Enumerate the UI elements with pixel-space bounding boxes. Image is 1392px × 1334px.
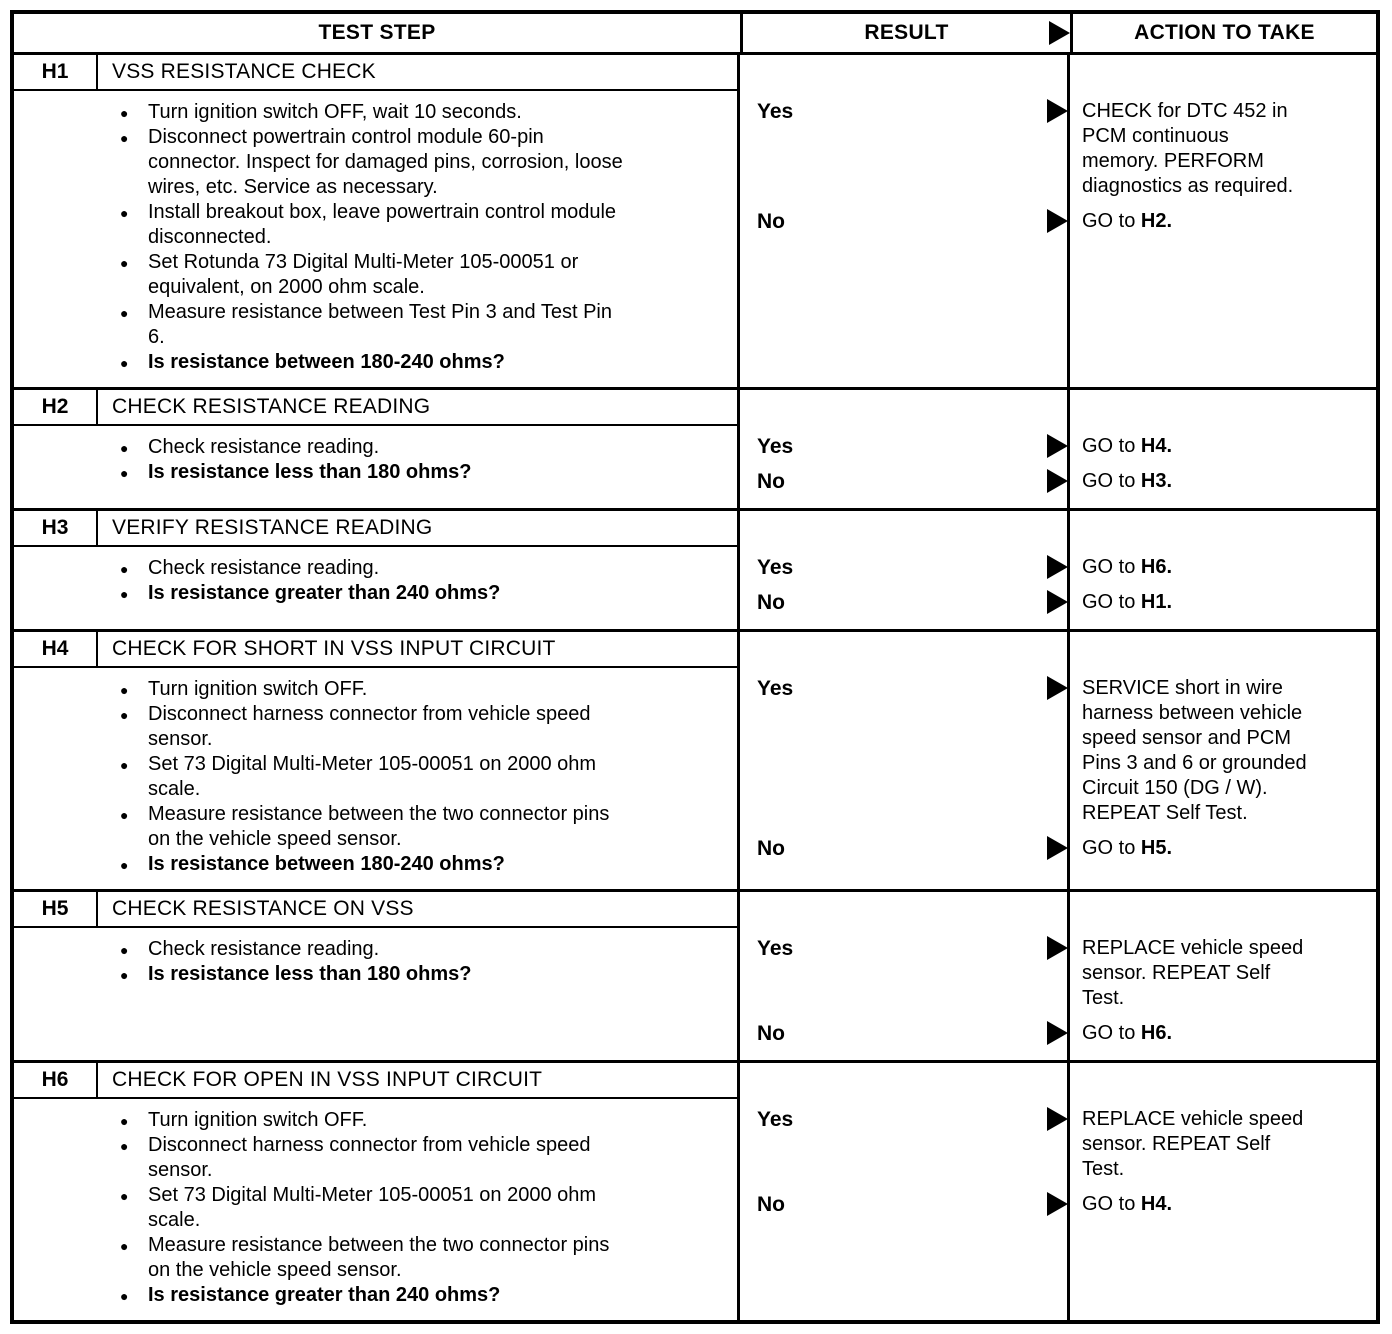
instruction-item xyxy=(118,962,623,987)
response-row xyxy=(740,590,1376,615)
action-step-reference: H2. xyxy=(1140,210,1173,232)
instruction-item xyxy=(118,100,623,125)
arrow-right-icon xyxy=(1047,936,1068,960)
response-row xyxy=(740,99,1376,199)
step-title: VERIFY RESISTANCE READING xyxy=(112,516,433,539)
step-instructions xyxy=(14,547,737,618)
action-step-reference: H6. xyxy=(1140,1022,1173,1044)
result-action-cell xyxy=(740,390,1376,508)
responses xyxy=(740,99,1376,234)
result-cell xyxy=(740,434,1067,459)
arrow-right-icon xyxy=(1047,1021,1068,1045)
arrow-right-icon xyxy=(1047,676,1068,700)
result-action-cell xyxy=(740,511,1376,629)
test-step-cell xyxy=(14,632,740,889)
result-label: Yes xyxy=(757,677,794,700)
arrow-right-icon xyxy=(1047,469,1068,493)
result-label: Yes xyxy=(757,100,794,123)
instruction-item xyxy=(118,677,623,702)
action-text xyxy=(1067,99,1308,199)
instruction-text: Is resistance greater than 240 ohms? xyxy=(148,582,501,604)
instruction-text: Disconnect harness connector from vehicle speed sensor. xyxy=(148,1134,591,1181)
result-cell xyxy=(740,99,1067,124)
action-text-normal: GO to xyxy=(1082,591,1141,613)
pinpoint-test-table xyxy=(10,10,1380,1324)
response-row xyxy=(740,555,1376,580)
step-title: CHECK RESISTANCE READING xyxy=(112,395,431,418)
result-label: Yes xyxy=(757,435,794,458)
instruction-text: Turn ignition switch OFF, wait 10 seconds. xyxy=(148,101,522,123)
action-text-normal: GO to xyxy=(1082,837,1141,859)
action-text-normal: GO to xyxy=(1082,435,1141,457)
arrow-right-icon xyxy=(1047,434,1068,458)
action-text-normal: GO to xyxy=(1082,556,1141,578)
result-action-cell xyxy=(740,1063,1376,1320)
instruction-item xyxy=(118,702,623,752)
arrow-right-icon xyxy=(1047,1107,1068,1131)
instruction-text: Check resistance reading. xyxy=(148,938,380,960)
responses xyxy=(740,434,1376,494)
response-row xyxy=(740,1107,1376,1182)
action-step-reference: H1. xyxy=(1140,591,1173,613)
instruction-text: Is resistance less than 180 ohms? xyxy=(148,461,472,483)
result-label: No xyxy=(757,591,785,614)
action-text-normal: GO to xyxy=(1082,470,1141,492)
instruction-text: Is resistance between 180-240 ohms? xyxy=(148,853,505,875)
instruction-item xyxy=(118,250,623,300)
responses xyxy=(740,1107,1376,1217)
instruction-item xyxy=(118,1183,623,1233)
result-cell xyxy=(740,1107,1067,1132)
step-title-row xyxy=(14,892,737,928)
action-text xyxy=(1067,1192,1308,1217)
instruction-text: Install breakout box, leave powertrain control module disconnected. xyxy=(148,201,617,248)
result-label: No xyxy=(757,470,785,493)
responses xyxy=(740,676,1376,861)
arrow-right-icon xyxy=(1047,209,1068,233)
action-text xyxy=(1067,434,1308,459)
action-step-reference: H4. xyxy=(1140,1193,1173,1215)
instruction-text: Check resistance reading. xyxy=(148,557,380,579)
step-title-row xyxy=(14,632,737,668)
response-row xyxy=(740,676,1376,826)
action-text xyxy=(1067,676,1308,826)
arrow-right-icon xyxy=(1047,1192,1068,1216)
instruction-item xyxy=(118,802,623,852)
result-cell xyxy=(740,1192,1067,1217)
test-step-cell xyxy=(14,390,740,508)
response-row xyxy=(740,469,1376,494)
instruction-item xyxy=(118,460,623,485)
test-step-block xyxy=(14,390,1376,511)
step-id: H5 xyxy=(14,892,98,926)
instruction-item xyxy=(118,1283,623,1308)
action-text-normal: SERVICE short in wire harness between vehicle speed sensor and PCM Pins 3 and 6 or grounded Circuit 150 (DG / W). REPEAT Self Test. xyxy=(1082,677,1307,824)
action-text-normal: CHECK for DTC 452 in PCM continuous memory. PERFORM diagnostics as required. xyxy=(1082,100,1294,197)
instruction-text: Set 73 Digital Multi-Meter 105-00051 on 2000 ohm scale. xyxy=(148,753,597,800)
result-cell xyxy=(740,1021,1067,1046)
test-step-block xyxy=(14,892,1376,1063)
action-text-normal: GO to xyxy=(1082,210,1141,232)
instruction-text: Set Rotunda 73 Digital Multi-Meter 105-00051 or equivalent, on 2000 ohm scale. xyxy=(148,251,579,298)
result-action-cell xyxy=(740,632,1376,889)
test-step-cell xyxy=(14,511,740,629)
step-instructions xyxy=(14,928,737,999)
arrow-right-icon xyxy=(1049,21,1070,45)
step-title: CHECK FOR OPEN IN VSS INPUT CIRCUIT xyxy=(112,1068,543,1091)
step-id: H6 xyxy=(14,1063,98,1097)
action-text-normal: REPLACE vehicle speed sensor. REPEAT Self Test. xyxy=(1082,937,1304,1009)
result-action-cell xyxy=(740,892,1376,1060)
step-id: H2 xyxy=(14,390,98,424)
result-cell xyxy=(740,936,1067,961)
step-id: H1 xyxy=(14,55,98,89)
instruction-text: Measure resistance between the two connector pins on the vehicle speed sensor. xyxy=(148,1234,610,1281)
step-instructions xyxy=(14,91,737,387)
response-row xyxy=(740,1021,1376,1046)
test-step-cell xyxy=(14,55,740,387)
action-text xyxy=(1067,555,1308,580)
instruction-text: Disconnect harness connector from vehicle speed sensor. xyxy=(148,703,591,750)
result-cell xyxy=(740,555,1067,580)
action-step-reference: H6. xyxy=(1140,556,1173,578)
response-row xyxy=(740,434,1376,459)
step-title-row xyxy=(14,390,737,426)
column-header-result-label: RESULT xyxy=(864,21,949,44)
action-text-normal: GO to xyxy=(1082,1022,1141,1044)
step-title-row xyxy=(14,55,737,91)
step-title-row xyxy=(14,511,737,547)
instruction-item xyxy=(118,435,623,460)
result-action-cell xyxy=(740,55,1376,387)
instruction-item xyxy=(118,752,623,802)
instruction-text: Is resistance less than 180 ohms? xyxy=(148,963,472,985)
action-text xyxy=(1067,209,1308,234)
test-step-cell xyxy=(14,1063,740,1320)
test-step-block xyxy=(14,1063,1376,1320)
result-label: Yes xyxy=(757,1108,794,1131)
step-title: CHECK RESISTANCE ON VSS xyxy=(112,897,414,920)
test-step-cell xyxy=(14,892,740,1060)
test-step-block xyxy=(14,55,1376,390)
instruction-item xyxy=(118,300,623,350)
test-step-block xyxy=(14,511,1376,632)
step-title: VSS RESISTANCE CHECK xyxy=(112,60,376,83)
result-cell xyxy=(740,209,1067,234)
action-text xyxy=(1067,836,1308,861)
instruction-text: Is resistance between 180-240 ohms? xyxy=(148,351,505,373)
response-row xyxy=(740,936,1376,1011)
action-text xyxy=(1067,936,1308,1011)
arrow-right-icon xyxy=(1047,555,1068,579)
action-text xyxy=(1067,469,1308,494)
result-label: No xyxy=(757,837,785,860)
instruction-item xyxy=(118,581,623,606)
responses xyxy=(740,555,1376,615)
result-cell xyxy=(740,590,1067,615)
result-label: No xyxy=(757,210,785,233)
arrow-right-icon xyxy=(1047,99,1068,123)
response-row xyxy=(740,836,1376,861)
action-text-normal: REPLACE vehicle speed sensor. REPEAT Self Test. xyxy=(1082,1108,1304,1180)
step-title-row xyxy=(14,1063,737,1099)
column-header-test-step: TEST STEP xyxy=(14,14,743,52)
column-divider xyxy=(1067,390,1070,508)
column-header-result xyxy=(743,14,1073,52)
instruction-text: Check resistance reading. xyxy=(148,436,380,458)
arrow-right-icon xyxy=(1047,836,1068,860)
result-cell xyxy=(740,836,1067,861)
action-step-reference: H4. xyxy=(1140,435,1173,457)
result-label: Yes xyxy=(757,937,794,960)
instruction-item xyxy=(118,556,623,581)
instruction-text: Measure resistance between the two connector pins on the vehicle speed sensor. xyxy=(148,803,610,850)
action-step-reference: H5. xyxy=(1140,837,1173,859)
step-id: H4 xyxy=(14,632,98,666)
column-divider xyxy=(1067,632,1070,889)
action-text-normal: GO to xyxy=(1082,1193,1141,1215)
instruction-item xyxy=(118,937,623,962)
step-instructions xyxy=(14,668,737,889)
test-step-blocks xyxy=(14,55,1376,1320)
result-cell xyxy=(740,469,1067,494)
instruction-item xyxy=(118,852,623,877)
instruction-item xyxy=(118,125,623,200)
result-label: No xyxy=(757,1022,785,1045)
column-divider xyxy=(1067,511,1070,629)
instruction-text: Turn ignition switch OFF. xyxy=(148,1109,368,1131)
step-id: H3 xyxy=(14,511,98,545)
instruction-item xyxy=(118,1108,623,1133)
instruction-item xyxy=(118,350,623,375)
column-divider xyxy=(1067,892,1070,1060)
response-row xyxy=(740,1192,1376,1217)
instruction-text: Turn ignition switch OFF. xyxy=(148,678,368,700)
test-step-block xyxy=(14,632,1376,892)
column-divider xyxy=(1067,55,1070,387)
result-label: No xyxy=(757,1193,785,1216)
column-divider xyxy=(1067,1063,1070,1320)
step-instructions xyxy=(14,1099,737,1320)
instruction-text: Is resistance greater than 240 ohms? xyxy=(148,1284,501,1306)
instruction-item xyxy=(118,200,623,250)
instruction-text: Measure resistance between Test Pin 3 and Test Pin 6. xyxy=(148,301,612,348)
instruction-text: Disconnect powertrain control module 60-pin connector. Inspect for damaged pins, corrosion, loose wires, etc. Service as necessary. xyxy=(148,126,623,198)
instruction-text: Set 73 Digital Multi-Meter 105-00051 on 2000 ohm scale. xyxy=(148,1184,597,1231)
arrow-right-icon xyxy=(1047,590,1068,614)
instruction-item xyxy=(118,1233,623,1283)
action-text xyxy=(1067,1107,1308,1182)
step-instructions xyxy=(14,426,737,497)
result-label: Yes xyxy=(757,556,794,579)
step-title: CHECK FOR SHORT IN VSS INPUT CIRCUIT xyxy=(112,637,556,660)
column-header-action-to-take: ACTION TO TAKE xyxy=(1134,21,1315,44)
table-header-row xyxy=(14,14,1376,55)
action-text xyxy=(1067,590,1308,615)
response-row xyxy=(740,209,1376,234)
responses xyxy=(740,936,1376,1046)
result-cell xyxy=(740,676,1067,701)
instruction-item xyxy=(118,1133,623,1183)
action-step-reference: H3. xyxy=(1140,470,1173,492)
action-text xyxy=(1067,1021,1308,1046)
